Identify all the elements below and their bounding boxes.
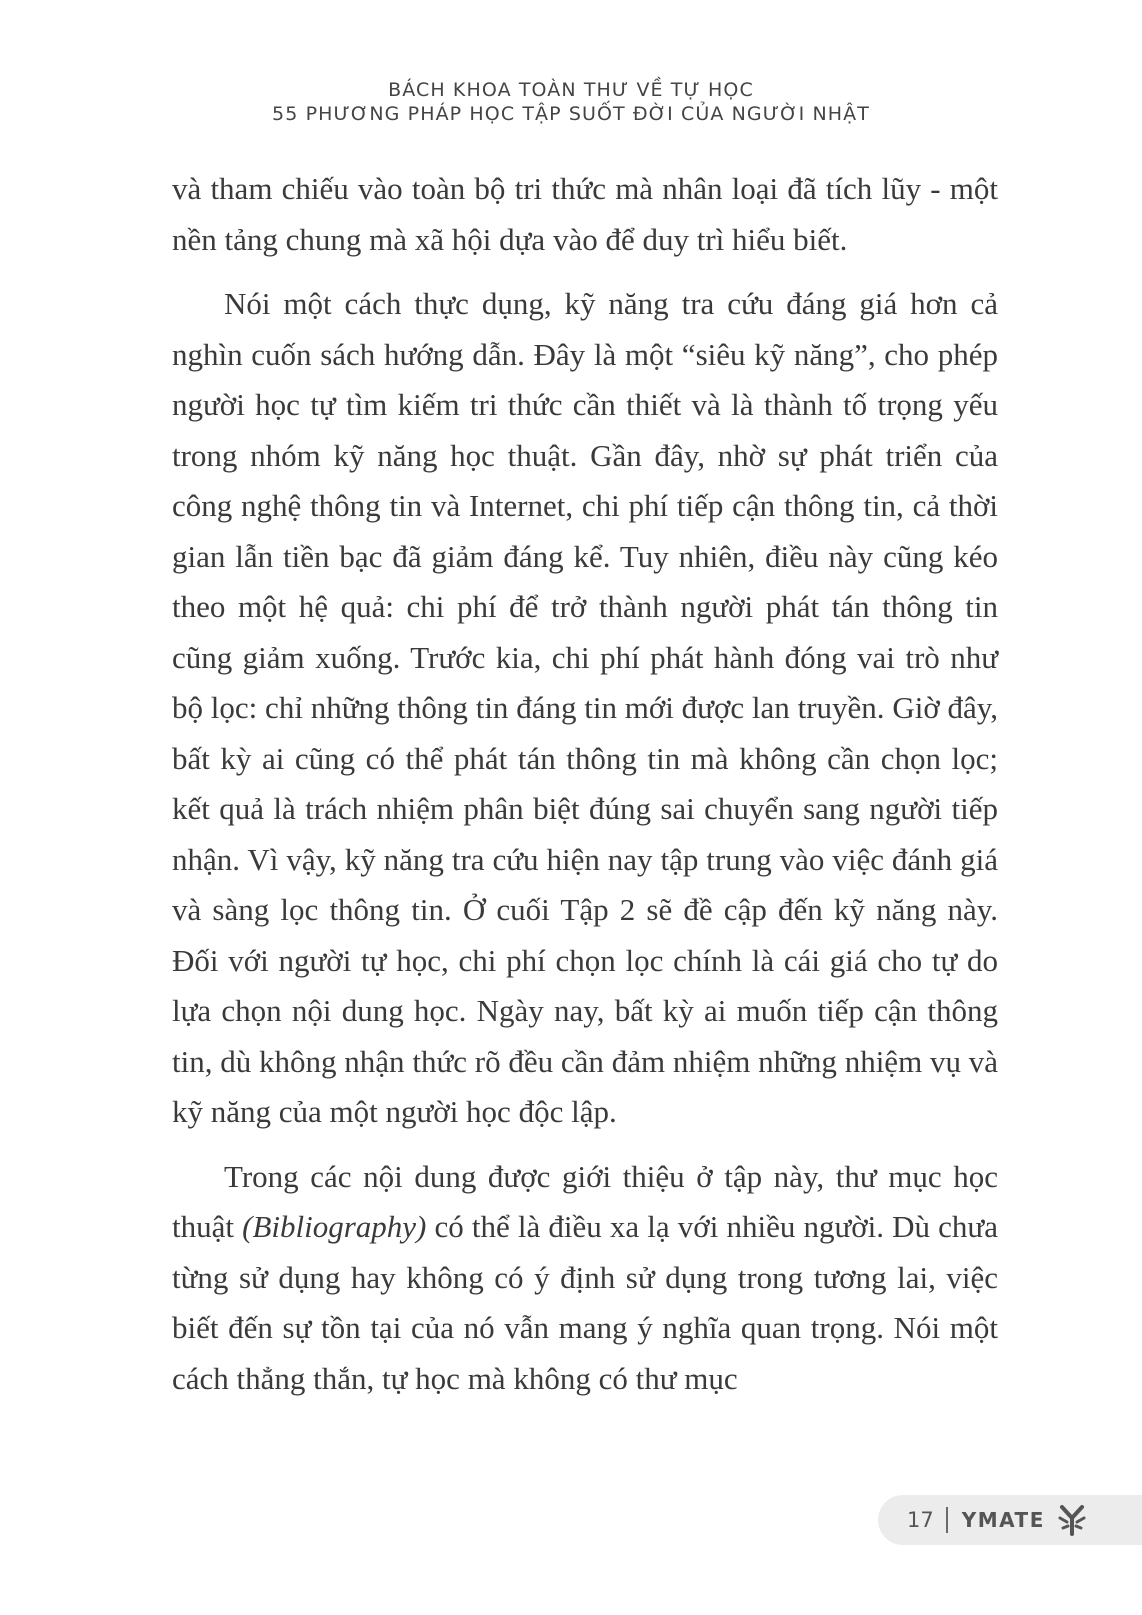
running-header	[0, 78, 1142, 126]
paragraph-3-text-b: có thể là điều xa lạ với nhiều người. Dù chưa từng sử dụng hay không có ý định sử dụng trong tương lai, việc biết đến sự tồn tại của nó vẫn mang ý nghĩa quan trọng. Nói một cách thẳng thắn, tự học mà không có thư mục	[172, 1209, 998, 1396]
book-title: BÁCH KHOA TOÀN THƯ VỀ TỰ HỌC	[388, 79, 754, 101]
bibliography-term: (Bibliography)	[242, 1209, 427, 1244]
page-number: 17	[907, 1508, 934, 1532]
paragraph-2: Nói một cách thực dụng, kỹ năng tra cứu đáng giá hơn cả nghìn cuốn sách hướng dẫn. Đây là một “siêu kỹ năng”, cho phép người học tự tìm kiếm tri thức cần thiết và là thành tố trọng yếu trong nhóm kỹ năng học thuật. Gần đây, nhờ sự phát triển của công nghệ thông tin và Internet, chi phí tiếp cận thông tin, cả thời gian lẫn tiền bạc đã giảm đáng kể. Tuy nhiên, điều này cũng kéo theo một hệ quả: chi phí để trở thành người phát tán thông tin cũng giảm xuống. Trước kia, chi phí phát hành đóng vai trò như bộ lọc: chỉ những thông tin đáng tin mới được lan truyền. Giờ đây, bất kỳ ai cũng có thể phát tán thông tin mà không cần chọn lọc; kết quả là trách nhiệm phân biệt đúng sai chuyển sang người tiếp nhận. Vì vậy, kỹ năng tra cứu hiện nay tập trung vào việc đánh giá và sàng lọc thông tin. Ở cuối Tập 2 sẽ đề cập đến kỹ năng này. Đối với người tự học, chi phí chọn lọc chính là cái giá cho tự do lựa chọn nội dung học. Ngày nay, bất kỳ ai muốn tiếp cận thông tin, dù không nhận thức rõ đều cần đảm nhiệm những nhiệm vụ và kỹ năng của một người học độc lập.	[172, 286, 998, 1129]
paragraph-1: và tham chiếu vào toàn bộ tri thức mà nhân loại đã tích lũy - một nền tảng chung mà xã hội dựa vào để duy trì hiểu biết.	[172, 171, 998, 257]
paragraph-3	[172, 1152, 998, 1405]
paragraph-3-text-a: Trong các nội dung được giới thiệu ở tập này, thư mục học thuật	[172, 1158, 998, 1244]
ymate-logo-icon	[1055, 1503, 1089, 1537]
book-subtitle: 55 PHƯƠNG PHÁP HỌC TẬP SUỐT ĐỜI CỦA NGƯỜI NHẬT	[272, 103, 870, 125]
publisher-brand: YMATE	[961, 1508, 1045, 1532]
page-footer	[878, 1495, 1142, 1545]
page-body	[172, 164, 998, 1404]
footer-divider	[946, 1507, 948, 1533]
